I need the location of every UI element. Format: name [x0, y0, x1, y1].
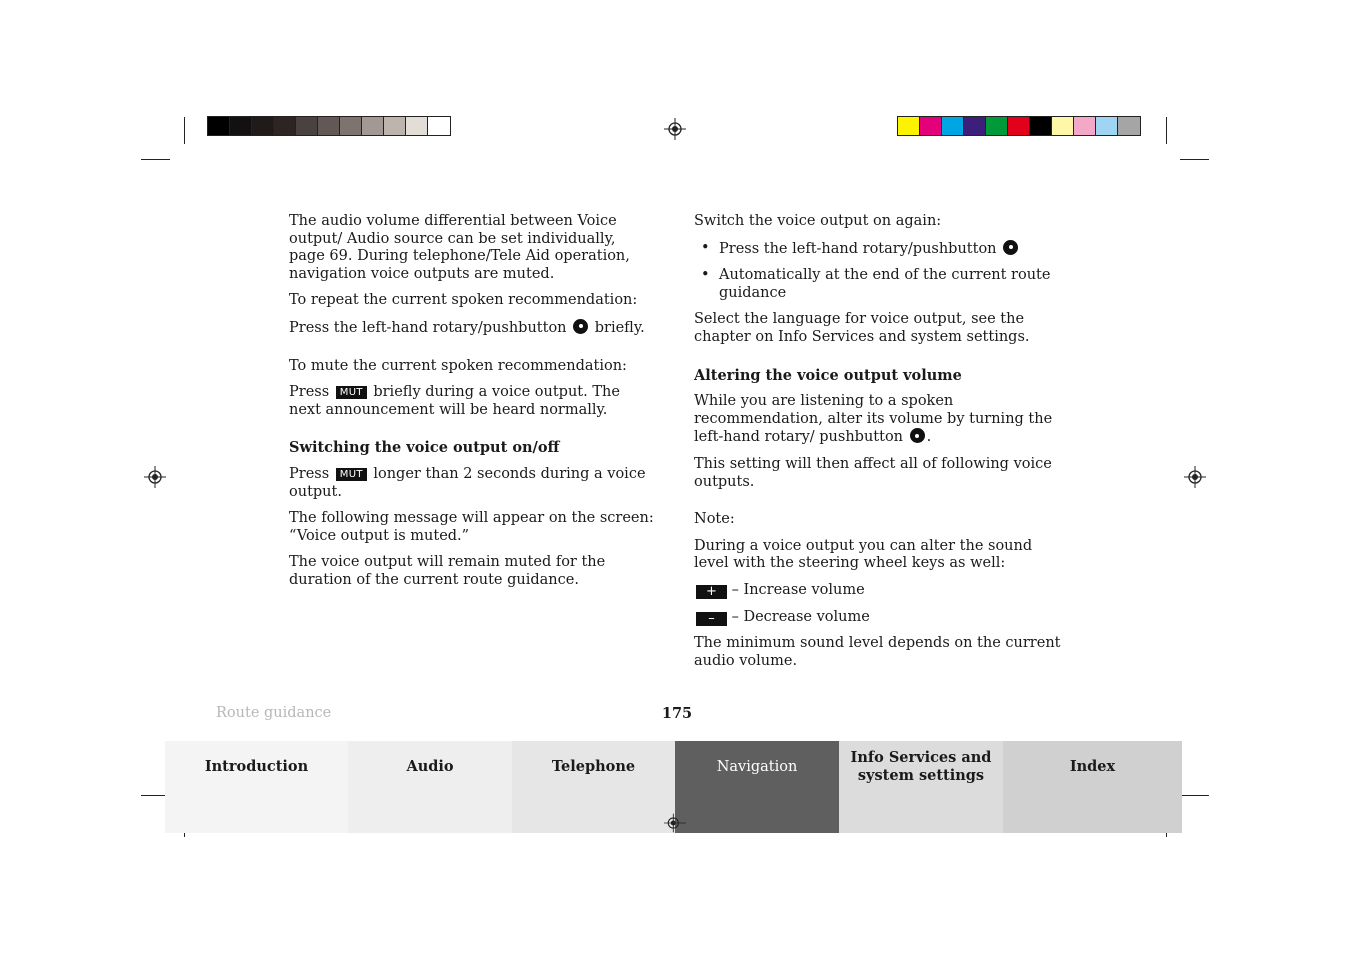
tab-info-services[interactable]: Info Services and system settings [839, 741, 1003, 833]
decrease-volume-row: – – Decrease volume [694, 609, 1064, 627]
tab-navigation[interactable]: Navigation [675, 741, 839, 833]
minus-key-icon: – [696, 612, 727, 626]
color-swatch [252, 117, 274, 135]
color-swatch [230, 117, 252, 135]
section-label: Route guidance [216, 705, 332, 721]
section-heading: Altering the voice output volume [694, 366, 962, 384]
color-swatch [296, 117, 318, 135]
crop-mark [184, 117, 185, 144]
list-item: • Press the left-hand rotary/pushbutton [694, 240, 1064, 259]
switch-off-instruction: Press MUT longer than 2 seconds during a voice output. [289, 465, 646, 500]
color-swatch [920, 117, 942, 135]
section-heading: Switching the voice output on/off [289, 439, 560, 457]
crop-mark [1166, 117, 1167, 144]
mute-key-icon: MUT [336, 468, 367, 481]
repeat-instruction: Press the left-hand rotary/pushbutton briefly. [289, 319, 645, 336]
repeat-instruction-label: To repeat the current spoken recommendation: [289, 292, 638, 309]
color-swatch [1052, 117, 1074, 135]
mute-instruction: Press MUT briefly during a voice output. The next announcement will be heard normally. [289, 384, 620, 418]
crop-mark [141, 159, 170, 160]
grayscale-calibration-bar [207, 116, 451, 136]
color-calibration-bar [897, 116, 1141, 136]
left-column [289, 213, 654, 599]
color-swatch [898, 117, 920, 135]
color-swatch [406, 117, 428, 135]
rotary-pushbutton-icon [910, 428, 925, 443]
tab-index[interactable]: Index [1003, 741, 1182, 833]
color-swatch [1118, 117, 1140, 135]
tab-telephone[interactable]: Telephone [512, 741, 675, 833]
intro-paragraph: The audio volume differential between Voice output/ Audio source can be set individually, page 69. During telephone/Tele Aid operation, navigation voice outputs are muted. [289, 213, 630, 282]
note-label: Note: [694, 511, 735, 528]
page-number: 175 [661, 705, 693, 722]
rotary-pushbutton-icon [1003, 240, 1018, 255]
color-swatch [274, 117, 296, 135]
volume-effect-paragraph: This setting will then affect all of following voice outputs. [694, 455, 1052, 490]
color-swatch [986, 117, 1008, 135]
color-swatch [318, 117, 340, 135]
color-swatch [1030, 117, 1052, 135]
plus-key-icon: + [696, 585, 727, 599]
note-paragraph: During a voice output you can alter the sound level with the steering wheel keys as well: [694, 537, 1033, 572]
color-swatch [362, 117, 384, 135]
color-swatch [1008, 117, 1030, 135]
mute-instruction-label: To mute the current spoken recommendation: [289, 357, 627, 374]
switch-on-list [694, 240, 1064, 303]
registration-mark-icon [664, 812, 686, 834]
language-paragraph: Select the language for voice output, see the chapter on Info Services and system settings. [694, 311, 1030, 345]
color-swatch [340, 117, 362, 135]
crop-mark [1180, 159, 1209, 160]
muted-duration-paragraph: The voice output will remain muted for the duration of the current route guidance. [289, 554, 606, 588]
tab-audio[interactable]: Audio [348, 741, 512, 833]
rotary-pushbutton-icon [573, 319, 588, 334]
mute-key-icon: MUT [336, 386, 367, 399]
switch-on-label: Switch the voice output on again: [694, 213, 942, 229]
increase-volume-row: + – Increase volume [694, 582, 1064, 600]
color-swatch [428, 117, 450, 135]
list-item: • Automatically at the end of the current route guidance [694, 267, 1064, 302]
right-column [694, 213, 1064, 679]
color-swatch [1096, 117, 1118, 135]
color-swatch [1074, 117, 1096, 135]
registration-mark-icon [664, 118, 686, 140]
crop-mark [1180, 795, 1209, 796]
registration-mark-icon [144, 466, 166, 488]
screen-message-paragraph: The following message will appear on the screen: “Voice output is muted.” [289, 510, 654, 544]
minimum-level-paragraph: The minimum sound level depends on the current audio volume. [694, 635, 1061, 669]
volume-instruction: While you are listening to a spoken recommendation, alter its volume by turning the left-hand rotary/ pushbutton . [694, 393, 1053, 446]
color-swatch [964, 117, 986, 135]
registration-mark-icon [1184, 466, 1206, 488]
color-swatch [942, 117, 964, 135]
color-swatch [384, 117, 406, 135]
color-swatch [208, 117, 230, 135]
tab-introduction[interactable]: Introduction [165, 741, 348, 833]
